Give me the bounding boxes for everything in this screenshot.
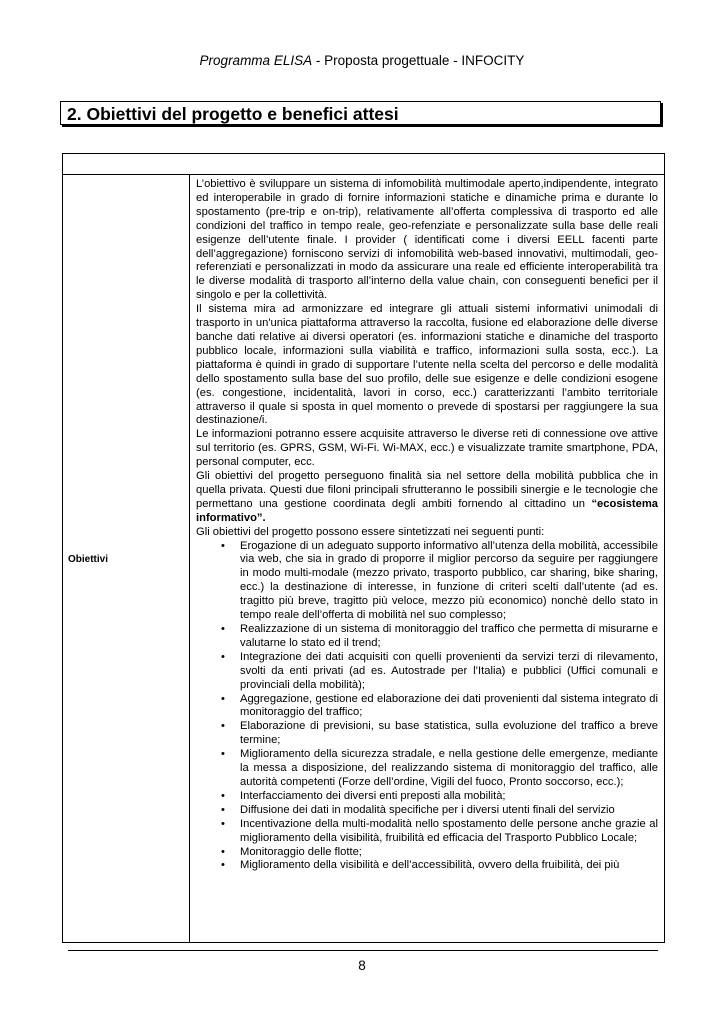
paragraph: Le informazioni potranno essere acquisite attraverso le diverse reti di connessione ove attive sul territorio (es. GPRS, GSM, Wi-Fi. Wi-MAX, ecc.) e visualizzate tramite smartphone, PDA, personal computer, ecc. bbox=[196, 428, 658, 469]
page-header bbox=[0, 53, 724, 68]
paragraph: Gli obiettivi del progetto possono essere sintetizzati nei seguenti punti: bbox=[196, 525, 545, 538]
list-item: • Miglioramento della sicurezza stradale, e nella gestione delle emergenze, mediante la messa a disposizione, del realizzando sistema di monitoraggio del traffico, alle autorità competenti (Forze dell’ordine, Vigili del fuoco, Pronto soccorso, ecc.); bbox=[196, 748, 658, 790]
objectives-list bbox=[196, 540, 658, 874]
list-item: • Monitoraggio delle flotte; bbox=[196, 846, 658, 860]
list-item: • Erogazione di un adeguato supporto informativo all’utenza della mobilità, accessibile via web, che sia in grado di proporre il miglior percorso da seguire per raggiungere in modo multi-modale (mezzo privato, trasporto pubblico, car sharing, bike sharing, ecc.) la destinazione di interesse, in funzione di criteri scelti dall’utente (ad es. tragitto più breve, tragitto più veloce, mezzo più economico) nonchè dello stato in tempo reale dell’offerta di mobilità nel suo complesso; bbox=[196, 540, 658, 623]
table-empty-row bbox=[62, 153, 665, 175]
row-label: Obiettivi bbox=[68, 554, 109, 565]
paragraph bbox=[196, 470, 658, 526]
list-item: • Elaborazione di previsioni, su base statistica, sulla evoluzione del traffico a breve termine; bbox=[196, 720, 658, 748]
list-item: • Aggregazione, gestione ed elaborazione dei dati provenienti dal sistema integrato di monitoraggio del traffico; bbox=[196, 693, 658, 721]
list-item: • Miglioramento della visibilità e dell’accessibilità, ovvero della fruibilità, dei più bbox=[196, 859, 658, 873]
program-name: Programma ELISA bbox=[199, 53, 313, 68]
section-title: 2. Obiettivi del progetto e benefici attesi bbox=[60, 101, 661, 125]
page-number: 8 bbox=[358, 958, 366, 973]
list-item: • Integrazione dei dati acquisiti con quelli provenienti da servizi terzi di rilevamento, svolti da enti privati (ad es. Autostrade per l’Italia) e pubblici (Uffici comunali e provinciali della mobilità); bbox=[196, 651, 658, 693]
paragraph: L’obiettivo è sviluppare un sistema di infomobilità multimodale aperto,indipendente, integrato ed interoperabile in grado di fornire informazioni statiche e dinamiche prima e durante lo spostamento (pre-trip e on-trip), relativamente all’offerta complessiva di trasporto ed alle condizioni del traffico in tempo reale, geo-refenziate e personalizzate sulla base delle reali esigenze dell’utente finale. I provider ( identificati come i diversi EELL facenti parte dell’aggregazione) forniscono servizi di infomobilità web-based innovativi, multimodali, geo-referenziati e personalizzati in modo da assicurare una reale ed efficiente interoperabilità tra le diverse modalità di trasporto all’interno della value chain, con conseguenti benefici per il singolo e per la collettività. bbox=[196, 178, 658, 302]
content-column bbox=[196, 178, 658, 873]
list-item: • Interfacciamento dei diversi enti preposti alla mobilità; bbox=[196, 790, 658, 804]
list-item: • Realizzazione di un sistema di monitoraggio del traffico che permetta di misurarne e valutarne lo stato ed il trend; bbox=[196, 623, 658, 651]
label-column bbox=[63, 175, 190, 942]
paragraph: Il sistema mira ad armonizzare ed integrare gli attuali sistemi informativi unimodali di trasporto in un'unica piattaforma attraverso la raccolta, fusione ed elaborazione delle diverse banche dati relative ai diversi operatori (es. informazioni statiche e dinamiche del trasporto pubblico locale, informazioni sulla viabilità e traffico, informazioni sulla sosta, ecc.). La piattaforma è quindi in grado di supportare l’utente nella scelta del percorso e delle modalità dello spostamento sulla base del suo profilo, delle sue esigenze e delle condizioni esogene (es. congestione, incidentalità, lavori in corso, ecc.) caratterizzanti l’ambito territoriale attraverso il quale si sposta in quel momento o prevede di spostarsi per raggiungere la sua destinazione/i. bbox=[196, 303, 658, 427]
objectives-table bbox=[62, 175, 665, 943]
header-rest: - Proposta progettuale - INFOCITY bbox=[312, 53, 525, 68]
footer-divider bbox=[68, 950, 658, 951]
ecosistema-bold: “ecosistema informativo”. bbox=[196, 497, 658, 524]
paragraph-text: Gli obiettivi del progetto perseguono finalità sia nel settore della mobilità pubblica che in quella privata. Questi due filoni principali sfrutteranno le possibili sinergie e le tecnologie che permettano una gestione coordinata degli ambiti fornendo al cittadino un bbox=[196, 470, 658, 510]
list-item: • Incentivazione della multi-modalità nello spostamento delle persone anche grazie al miglioramento della visibilità, fruibilità ed efficacia del Trasporto Pubblico Locale; bbox=[196, 818, 658, 846]
list-item: • Diffusione dei dati in modalità specifiche per i diversi utenti finali del servizio bbox=[196, 804, 658, 818]
